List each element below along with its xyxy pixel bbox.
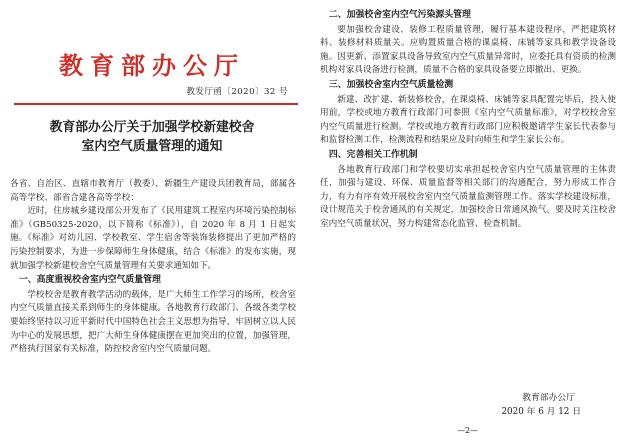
section-4-heading: 四、完善相关工作机制 — [328, 149, 418, 160]
intro-paragraph: 近时，住房城乡建设部公开发布了《民用建筑工程室内环境污染控制标准》（GB50325-2020，以下简称《标准》），自 2020 年 8 月 1 日起实施。《标准》对幼儿园、学校教室、学生宿舍等装饰装修提出了更加严格的污染控制要求，为进一步保障师生身体健康，结合《标准》的发布实施，现就加强学校新建校舍空气质量管理有关要求通知如下。 — [10, 206, 296, 271]
signature-date: 2020 年 6 月 12 日 — [501, 407, 581, 417]
section-4-text: 各地教育行政部门和学校要切实承担起校舍室内空气质量管理的主体责任，加强与建设、环保、质量监督等相关部门的沟通配合，努力形成工作合力，有力有序有效开展校舍室内空气质量监测管理工作。落实学校建设标准，设计规范关于校舍通风的有关规定，加强校舍日常通风换气。要及时关注校舍室内空气质量状况，努力构建常态化监管、检查机制。 — [320, 164, 616, 229]
document-number: 教发厅函〔2020〕32 号 — [186, 87, 288, 97]
left-page — [0, 0, 304, 441]
section-2-text: 要加强校舍建设、装修工程质量管理，履行基本建设程序，严把建筑材料、装修材料质量关。应购置质量合格的课桌椅、床铺等家具和教学设备设施。因更新、添置家具设备导致室内空气质量异常时，应委托具有资质的检测机构对家具设备进行检测，质量不合格的家具设备要立即撤出、更换。 — [320, 24, 616, 76]
salutation: 各省、自治区、直辖市教育厅（教委），新疆生产建设兵团教育局，部属各高等学校、部省合建各高等学校： — [10, 179, 296, 203]
letterhead-red-rule — [14, 103, 298, 105]
notice-title-line1: 教育部办公厅关于加强学校新建校舍 — [49, 120, 255, 135]
notice-title — [0, 118, 304, 156]
page-number: —2— — [456, 426, 479, 435]
right-body-text — [320, 8, 616, 232]
section-1-heading: 一、高度重视校舍室内空气质量管理 — [18, 275, 161, 286]
signature-org: 教育部办公厅 — [522, 393, 575, 403]
left-body-text — [10, 178, 296, 357]
section-2-heading: 二、加强校舍室内空气污染源头管理 — [328, 10, 471, 20]
right-page — [312, 0, 623, 441]
section-3-heading: 三、加强校舍室内空气质量检测 — [328, 79, 454, 90]
notice-title-line2: 室内空气质量管理的通知 — [81, 139, 223, 154]
letterhead-title: 教育部办公厅 — [59, 52, 245, 80]
section-3-text: 新建、改扩建、新装修校舍，在课桌椅、床铺等家具配置完毕后，投入使用前，学校或地方教育行政部门可参照《室内空气质量标准》，对学校校舍室内空气质量进行检测。学校或地方教育行政部门应积极邀请学生家长代表参与和监督检测工作，检测流程和结果应及时向师生和学生家长公布。 — [320, 94, 616, 146]
section-1-text: 学校校舍是教育教学活动的载体，是广大师生工作学习的场所，校舍室内空气质量直接关系到师生的身体健康。各地教育行政部门、各级各类学校要始终坚持以习近平新时代中国特色社会主义思想为指导，牢固树立以人民为中心的发展思想，把广大师生身体健康摆在更加突出的位置，加强管理，严格执行国家有关标准，防控校舍室内空气质量问题。 — [10, 289, 296, 355]
